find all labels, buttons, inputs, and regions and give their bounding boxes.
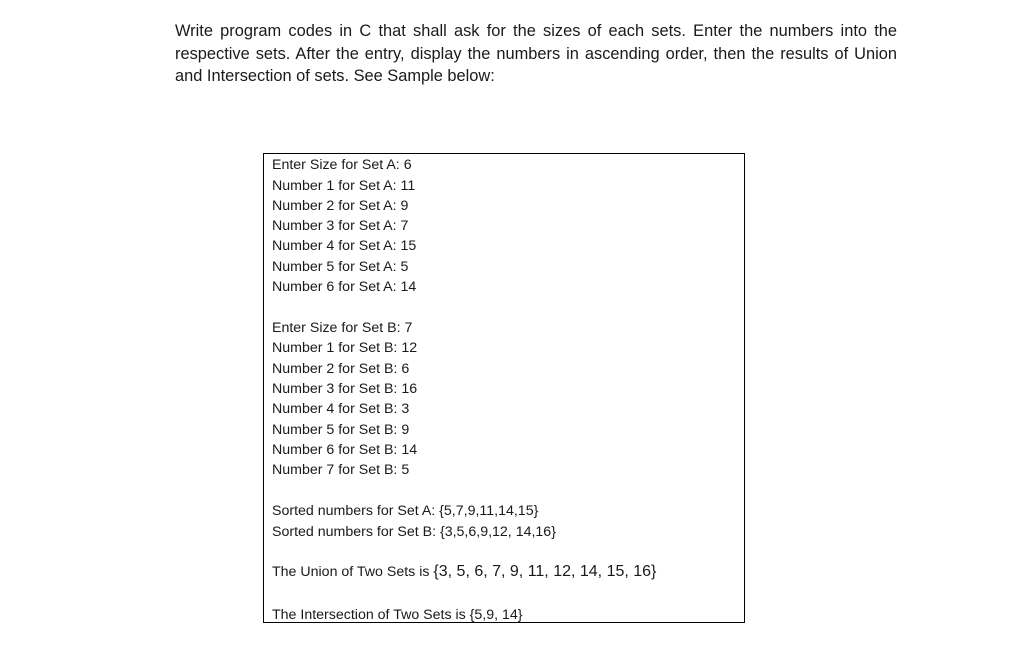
sorted-set-b-line: Sorted numbers for Set B: {3,5,6,9,12, 14,16} bbox=[272, 524, 556, 540]
set-b-number-line: Number 3 for Set B: 16 bbox=[272, 381, 418, 397]
set-a-size-prompt: Enter Size for Set A: 6 bbox=[272, 157, 412, 173]
instructions-line: respective sets. After the entry, display the numbers in ascending order, then the results of Union bbox=[175, 44, 897, 63]
union-values: {3, 5, 6, 7, 9, 11, 12, 14, 15, 16} bbox=[433, 563, 657, 580]
set-b-number-line: Number 1 for Set B: 12 bbox=[272, 340, 418, 356]
set-a-number-line: Number 1 for Set A: 11 bbox=[272, 178, 416, 194]
union-line bbox=[272, 563, 656, 581]
instructions-line: and Intersection of sets. See Sample below: bbox=[175, 67, 495, 85]
set-b-number-line: Number 4 for Set B: 3 bbox=[272, 401, 410, 417]
set-b-size-prompt: Enter Size for Set B: 7 bbox=[272, 320, 413, 336]
instructions-paragraph bbox=[175, 20, 897, 88]
set-a-number-line: Number 4 for Set A: 15 bbox=[272, 238, 417, 254]
set-b-number-line: Number 7 for Set B: 5 bbox=[272, 462, 410, 478]
instructions-line: Write program codes in C that shall ask for the sizes of each sets. Enter the numbers into the bbox=[175, 22, 897, 40]
set-a-number-line: Number 2 for Set A: 9 bbox=[272, 198, 409, 214]
set-b-number-line: Number 5 for Set B: 9 bbox=[272, 422, 410, 438]
set-a-number-line: Number 3 for Set A: 7 bbox=[272, 218, 409, 234]
set-a-number-line: Number 6 for Set A: 14 bbox=[272, 279, 417, 295]
set-a-number-line: Number 5 for Set A: 5 bbox=[272, 259, 409, 275]
set-b-number-line: Number 2 for Set B: 6 bbox=[272, 361, 410, 377]
intersection-line: The Intersection of Two Sets is {5,9, 14} bbox=[272, 607, 523, 623]
sample-output-box bbox=[263, 153, 745, 623]
sorted-set-a-line: Sorted numbers for Set A: {5,7,9,11,14,15} bbox=[272, 503, 539, 519]
set-b-number-line: Number 6 for Set B: 14 bbox=[272, 442, 418, 458]
union-label: The Union of Two Sets is bbox=[272, 564, 434, 580]
